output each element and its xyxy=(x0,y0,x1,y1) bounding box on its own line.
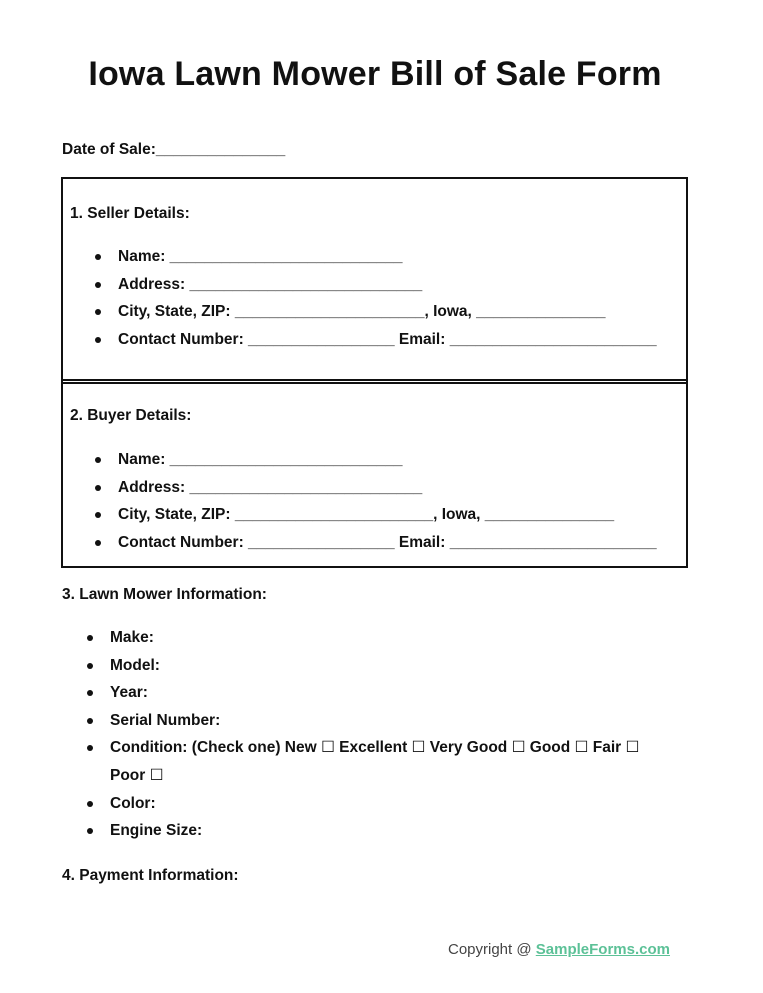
seller-city-item xyxy=(95,298,657,326)
buyer-city-label: City, State, ZIP: _______________________, Iowa, _______________ xyxy=(118,506,615,524)
condition-label: Condition: (Check one) New ☐ Excellent ☐ Very Good ☐ Good ☐ Fair ☐ Poor ☐ xyxy=(110,739,640,784)
buyer-name-item xyxy=(95,446,657,474)
bullet-icon xyxy=(95,337,101,343)
seller-address-label: Address: ___________________________ xyxy=(118,275,423,293)
engine-size-item xyxy=(87,817,670,845)
model-label: Model: xyxy=(110,656,160,674)
bullet-icon xyxy=(95,512,101,518)
bullet-icon xyxy=(95,309,101,315)
sampleforms-link[interactable]: SampleForms.com xyxy=(535,941,670,958)
bullet-icon xyxy=(87,745,93,751)
make-item xyxy=(87,624,670,652)
seller-address-item xyxy=(95,271,657,299)
serial-number-item xyxy=(87,707,670,735)
buyer-address-item xyxy=(95,474,657,502)
bullet-icon xyxy=(95,485,101,491)
payment-heading: 4. Payment Information: xyxy=(62,867,239,884)
seller-name-item xyxy=(95,243,657,271)
seller-heading: 1. Seller Details: xyxy=(70,205,190,222)
buyer-details-box xyxy=(61,380,688,568)
copyright-footer xyxy=(448,941,670,958)
page-title: Iowa Lawn Mower Bill of Sale Form xyxy=(88,55,662,93)
copyright-prefix: Copyright @ xyxy=(448,941,536,958)
buyer-contact-label: Contact Number: _________________ Email: ________________________ xyxy=(118,533,657,551)
buyer-list xyxy=(95,446,657,556)
bullet-icon xyxy=(87,635,93,641)
seller-contact-item xyxy=(95,326,657,354)
year-item xyxy=(87,679,670,707)
seller-details-box xyxy=(61,177,688,384)
color-item xyxy=(87,790,670,818)
lawn-mower-heading: 3. Lawn Mower Information: xyxy=(62,586,267,603)
year-label: Year: xyxy=(110,684,148,702)
bullet-icon xyxy=(87,801,93,807)
buyer-name-label: Name: ___________________________ xyxy=(118,451,403,468)
lawn-mower-list xyxy=(87,624,670,845)
bullet-icon xyxy=(87,690,93,696)
bullet-icon xyxy=(95,282,101,288)
buyer-city-item xyxy=(95,501,657,529)
bullet-icon xyxy=(95,457,101,463)
bullet-icon xyxy=(95,540,101,546)
seller-list xyxy=(95,243,657,353)
condition-item xyxy=(87,734,670,789)
date-of-sale: Date of Sale:_______________ xyxy=(62,141,286,158)
buyer-heading: 2. Buyer Details: xyxy=(70,407,192,424)
model-item xyxy=(87,652,670,680)
bullet-icon xyxy=(87,718,93,724)
color-label: Color: xyxy=(110,794,156,812)
serial-number-label: Serial Number: xyxy=(110,711,221,729)
seller-name-label: Name: ___________________________ xyxy=(118,248,403,265)
make-label: Make: xyxy=(110,629,154,646)
bullet-icon xyxy=(95,254,101,260)
seller-city-label: City, State, ZIP: ______________________, Iowa, _______________ xyxy=(118,303,606,321)
bullet-icon xyxy=(87,663,93,669)
seller-contact-label: Contact Number: _________________ Email: ________________________ xyxy=(118,330,657,348)
bullet-icon xyxy=(87,828,93,834)
buyer-address-label: Address: ___________________________ xyxy=(118,478,423,496)
buyer-contact-item xyxy=(95,529,657,557)
engine-size-label: Engine Size: xyxy=(110,822,203,840)
